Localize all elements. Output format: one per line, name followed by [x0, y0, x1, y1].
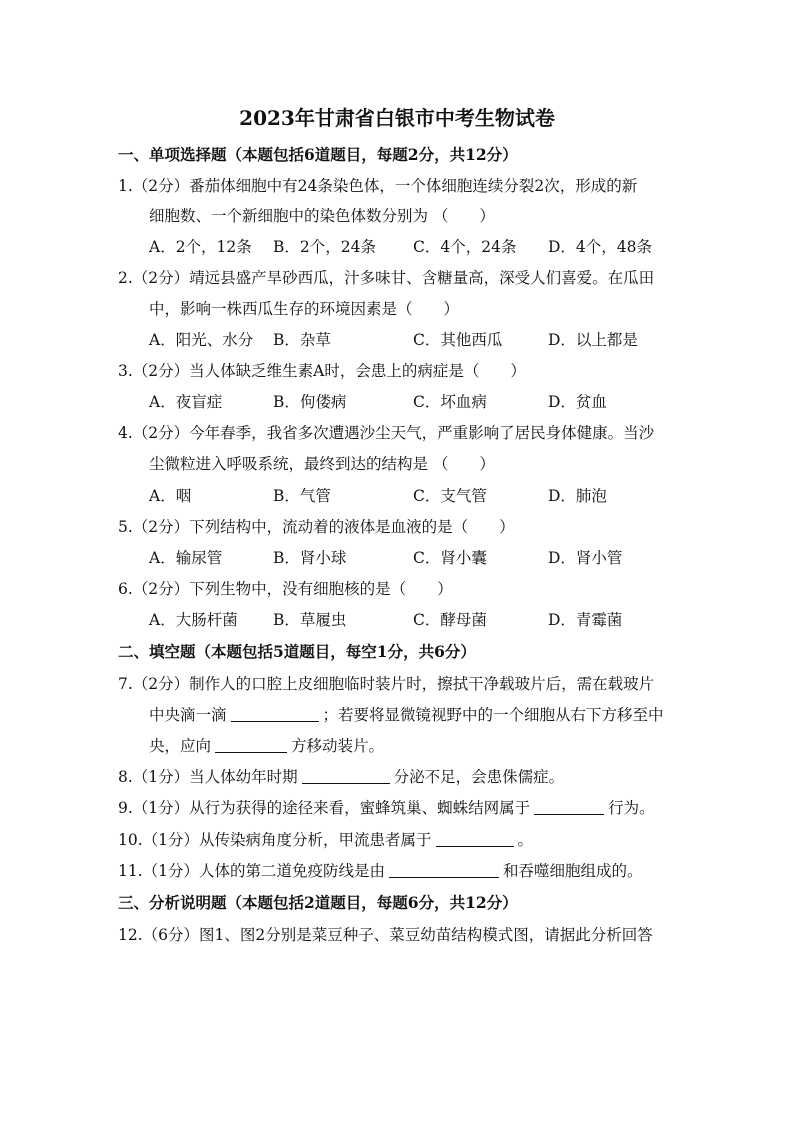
question-9-text-b: 行为。 — [608, 799, 655, 817]
question-7-text-a: 中央滴一滴 — [149, 706, 227, 724]
option-a[interactable]: A．夜盲症 — [149, 393, 223, 411]
question-2-line-2: 中，影响一株西瓜生存的环境因素是（ ） — [149, 300, 460, 318]
option-b[interactable]: B．杂草 — [273, 331, 331, 349]
option-b[interactable]: B．2个，24条 — [273, 238, 376, 256]
answer-blank-2[interactable] — [215, 736, 287, 753]
section-3-heading: 三、分析说明题（本题包括2道题目，每题6分，共12分） — [118, 893, 518, 912]
option-c[interactable]: C．坏血病 — [413, 393, 487, 411]
question-7-text-b: ；若要将显微镜视野中的一个细胞从右下方移至中 — [322, 706, 664, 724]
question-11-text-b: 和吞噬细胞组成的。 — [503, 862, 643, 880]
question-7-text-c: 央，应向 — [149, 737, 212, 755]
option-c[interactable]: C．肾小囊 — [413, 549, 487, 567]
option-b[interactable]: B．气管 — [273, 487, 331, 505]
question-5-line-1: 5.（2分）下列结构中，流动着的液体是血液的是（ ） — [118, 518, 515, 536]
answer-blank-1[interactable] — [231, 705, 319, 722]
section-2-heading: 二、填空题（本题包括5道题目，每空1分，共6分） — [118, 642, 476, 661]
option-d[interactable]: D．肺泡 — [548, 487, 607, 505]
option-a[interactable]: A．2个，12条 — [149, 238, 252, 256]
question-12-line-1: 12.（6分）图1、图2分别是菜豆种子、菜豆幼苗结构模式图，请据此分析回答 — [118, 926, 653, 944]
option-c[interactable]: C．酵母菌 — [413, 611, 487, 629]
option-a[interactable]: A．输尿管 — [149, 549, 223, 567]
question-4-line-1: 4.（2分）今年春季，我省多次遭遇沙尘天气，严重影响了居民身体健康。当沙 — [118, 424, 655, 442]
question-7-line-1: 7.（2分）制作人的口腔上皮细胞临时装片时，擦拭干净载玻片后，需在载玻片 — [118, 675, 655, 693]
option-c[interactable]: C．4个，24条 — [413, 238, 517, 256]
option-d[interactable]: D．肾小管 — [548, 549, 623, 567]
option-c[interactable]: C．其他西瓜 — [413, 331, 503, 349]
option-a[interactable]: A．咽 — [149, 487, 192, 505]
option-d[interactable]: D．贫血 — [548, 393, 607, 411]
question-7-line-3 — [149, 735, 384, 757]
option-d[interactable]: D．4个，48条 — [548, 238, 653, 256]
question-7-line-2 — [149, 704, 664, 726]
question-6-line-1: 6.（2分）下列生物中，没有细胞核的是（ ） — [118, 580, 453, 598]
option-a[interactable]: A．阳光、水分 — [149, 331, 254, 349]
question-10-line — [118, 829, 533, 851]
question-7-text-d: 方移动装片。 — [291, 737, 385, 755]
option-b[interactable]: B．肾小球 — [273, 549, 347, 567]
question-8-text-a: 8.（1分）当人体幼年时期 — [118, 768, 298, 786]
question-10-text-b: 。 — [517, 831, 534, 849]
answer-blank-3[interactable] — [302, 767, 390, 784]
option-d[interactable]: D．以上都是 — [548, 331, 638, 349]
answer-blank-4[interactable] — [534, 798, 604, 815]
question-3-line-1: 3.（2分）当人体缺乏维生素A时，会患上的病症是（ ） — [118, 362, 526, 380]
question-1-line-2: 细胞数、一个新细胞中的染色体数分别为 （ ） — [149, 207, 495, 225]
question-11-line — [118, 860, 643, 882]
exam-title: 2023年甘肃省白银市中考生物试卷 — [239, 106, 555, 130]
option-a[interactable]: A．大肠杆菌 — [149, 611, 238, 629]
section-1-heading: 一、单项选择题（本题包括6道题目，每题2分，共12分） — [118, 145, 518, 164]
question-8-line — [118, 766, 564, 788]
option-b[interactable]: B．佝偻病 — [273, 393, 347, 411]
question-8-text-b: 分泌不足，会患侏儒症。 — [393, 768, 565, 786]
question-1-line-1: 1.（2分）番茄体细胞中有24条染色体，一个体细胞连续分裂2次，形成的新 — [118, 177, 638, 195]
question-9-line — [118, 797, 655, 819]
option-c[interactable]: C．支气管 — [413, 487, 487, 505]
answer-blank-5[interactable] — [436, 830, 514, 847]
answer-blank-6[interactable] — [389, 861, 499, 878]
question-2-line-1: 2.（2分）靖远县盛产旱砂西瓜，汁多味甘、含糖量高，深受人们喜爱。在瓜田 — [118, 269, 655, 287]
question-4-line-2: 尘微粒进入呼吸系统，最终到达的结构是 （ ） — [149, 455, 495, 473]
question-10-text-a: 10.（1分）从传染病角度分析，甲流患者属于 — [118, 831, 432, 849]
option-b[interactable]: B．草履虫 — [273, 611, 347, 629]
question-9-text-a: 9.（1分）从行为获得的途径来看，蜜蜂筑巢、蜘蛛结网属于 — [118, 799, 531, 817]
option-d[interactable]: D．青霉菌 — [548, 611, 623, 629]
question-11-text-a: 11.（1分）人体的第二道免疫防线是由 — [118, 862, 386, 880]
